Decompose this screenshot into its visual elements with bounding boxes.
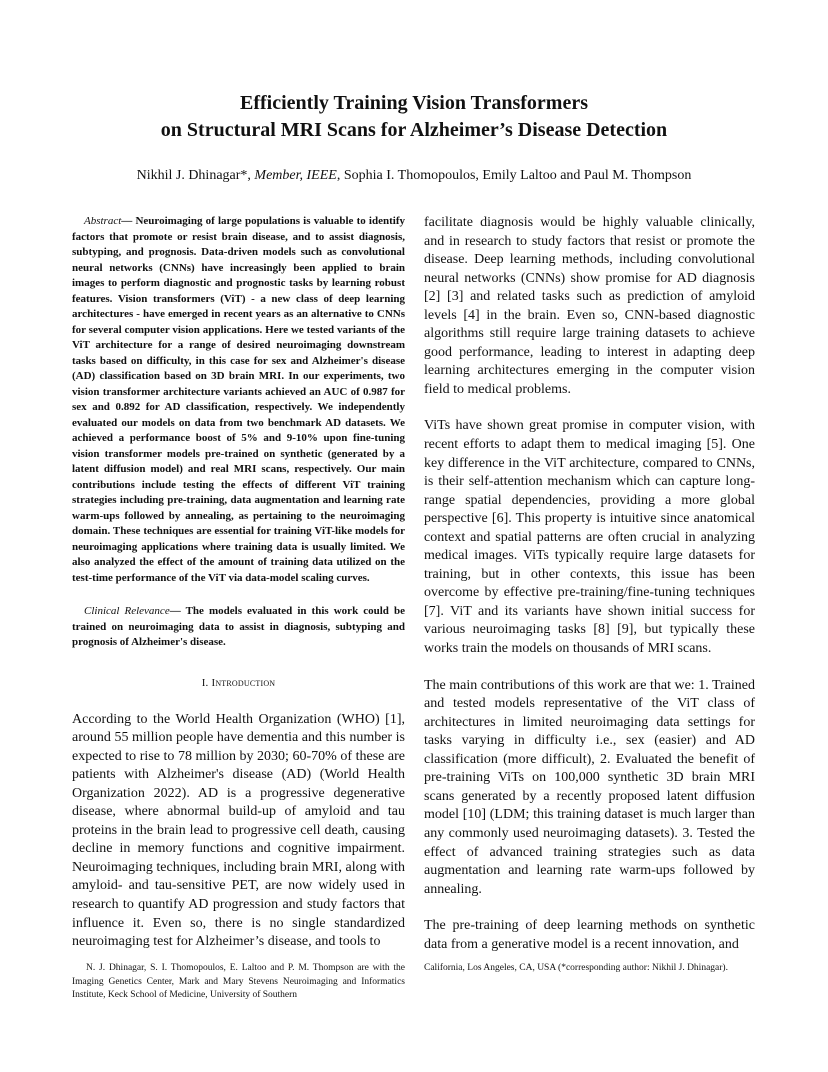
footnote-affiliation: N. J. Dhinagar, S. I. Thomopoulos, E. Laltoo and P. M. Thompson are with the Imaging Genetics Center, Mark and Mary Stevens Neuroimaging and Informatics Institute, Keck School of Medicine, University of Southern xyxy=(72,963,405,1000)
right-paragraph-1: facilitate diagnosis would be highly valuable clinically, and in research to study factors that resist or promote the disease. Deep learning methods, including convolutional neural networks (CNNs) show promise for AD diagnosis [2] [3] and related tasks such as prediction of amyloid levels [4] in the brain. Even so, CNN-based diagnostic algorithms still require large training datasets to achieve good performance, leading to interest in adapting deep learning architectures emerging in the computer vision field to medical problems. xyxy=(424,215,755,397)
title-line-1: Efficiently Training Vision Transformers xyxy=(240,92,588,114)
right-column xyxy=(424,214,755,954)
right-paragraph-2: ViTs have shown great promise in computer vision, with recent efforts to adapt them to medical imaging [5]. One key difference in the ViT architecture, compared to CNNs, is their self-attention mechanism which can capture long-range spatial dependencies, providing a more global perspective [6]. This property is intuitive since anatomical context and spatial patterns are often crucial in analyzing medical images. ViTs typically require large datasets for training, but in other contexts, this issue has been overcome by effective pre-training/fine-tuning techniques [7]. ViT and its variants have shown initial success for various neuroimaging tasks [8] [9], but typically these works train the models on thousands of MRI scans. xyxy=(424,418,755,657)
footnote-left-block xyxy=(72,962,405,1003)
abstract-text: — Neuroimaging of large populations is valuable to identify factors that promote or resist brain disease, and to assist diagnosis, subtyping, and prognosis. Data-driven models such as convolutional neural networks (CNNs) have increasingly been applied to brain images to perform diagnostic and prognostic tasks by learning robust features. Vision transformers (ViT) - a new class of deep learning architectures - have emerged in recent years as an alternative to CNNs for several computer vision applications. Here we tested variants of the ViT architecture for a range of desired neuroimaging downstream tasks based on difficulty, in this case for sex and Alzheimer's disease (AD) classification based on 3D brain MRI. In our experiments, two vision transformer architecture variants achieved an AUC of 0.987 for sex and 0.892 for AD classification, respectively. We independently evaluated our models on data from two benchmark AD datasets. We achieved a performance boost of 5% and 9-10% upon fine-tuning vision transformer models pre-trained on synthetic (generated by a latent diffusion model) and real MRI scans, respectively. Our main contributions include testing the effects of different ViT training strategies including pre-training, data augmentation and learning rate warm-ups followed by annealing, as pertaining to the neuroimaging domain. These techniques are essential for training ViT-like models for neuroimaging applications where training data is usually limited. We also analyzed the effect of the amount of training data utilized on the test-time performance of the ViT via data-model scaling curves. xyxy=(72,215,405,584)
authors-first: Nikhil J. Dhinagar*, xyxy=(136,168,255,183)
paper-title xyxy=(60,90,768,144)
intro-paragraph-1: According to the World Health Organization (WHO) [1], around 55 million people have dementia and this number is expected to rise to 78 million by 2030; 60-70% of these are patients with Alzheimer's disease (AD) (World Health Organization 2022). AD is a progressive degenerative disease, where abnormal build-up of amyloid and tau proteins in the brain lead to progressive cell death, causing decline in memory functions and cognitive impairment. Neuroimaging techniques, including brain MRI, along with amyloid- and tau-sensitive PET, are now widely used in research to quantify AD progression and study factors that influence it. Even so, there is no single standardized neuroimaging test for Alzheimer’s disease, and tools to xyxy=(72,711,405,950)
section-heading-introduction xyxy=(72,677,405,689)
clinical-relevance-text: — The models evaluated in this work could be trained on neuroimaging data to assist in diagnosis, subtyping and prognosis of Alzheimer's disease. xyxy=(72,605,405,648)
clinical-relevance-label: Clinical Relevance xyxy=(84,605,170,617)
abstract xyxy=(72,214,405,586)
left-column xyxy=(72,214,405,952)
footnote-affiliation-continued: California, Los Angeles, CA, USA (*corresponding author: Nikhil J. Dhinagar). xyxy=(424,963,728,973)
title-line-2: on Structural MRI Scans for Alzheimer’s Disease Detection xyxy=(160,119,668,141)
section-title: Introduction xyxy=(211,676,276,689)
section-number: I. xyxy=(201,676,212,689)
author-list xyxy=(40,166,788,186)
right-paragraph-4: The pre-training of deep learning methods on synthetic data from a generative model is a recent innovation, and xyxy=(424,918,755,952)
authors-rest: , Sophia I. Thomopoulos, Emily Laltoo and Paul M. Thompson xyxy=(336,168,692,183)
clinical-relevance xyxy=(72,604,405,651)
footnote-right-block xyxy=(424,962,755,976)
author-membership: Member, IEEE xyxy=(254,168,337,183)
right-paragraph-3: The main contributions of this work are that we: 1. Trained and tested models representative of the ViT class of architectures in limited neuroimaging data settings for tasks varying in difficulty i.e., sex (easier) and AD classification (more difficult), 2. Evaluated the benefit of pre-training ViTs on 100,000 synthetic 3D brain MRI scans generated by a recently proposed latent diffusion model [10] (LDM; this training dataset is much larger than any commonly used neuroimaging datasets). 3. Tested the effect of advanced training strategies such as data augmentation and learning rate warm-ups followed by annealing. xyxy=(424,677,755,897)
abstract-label: Abstract xyxy=(84,215,122,227)
